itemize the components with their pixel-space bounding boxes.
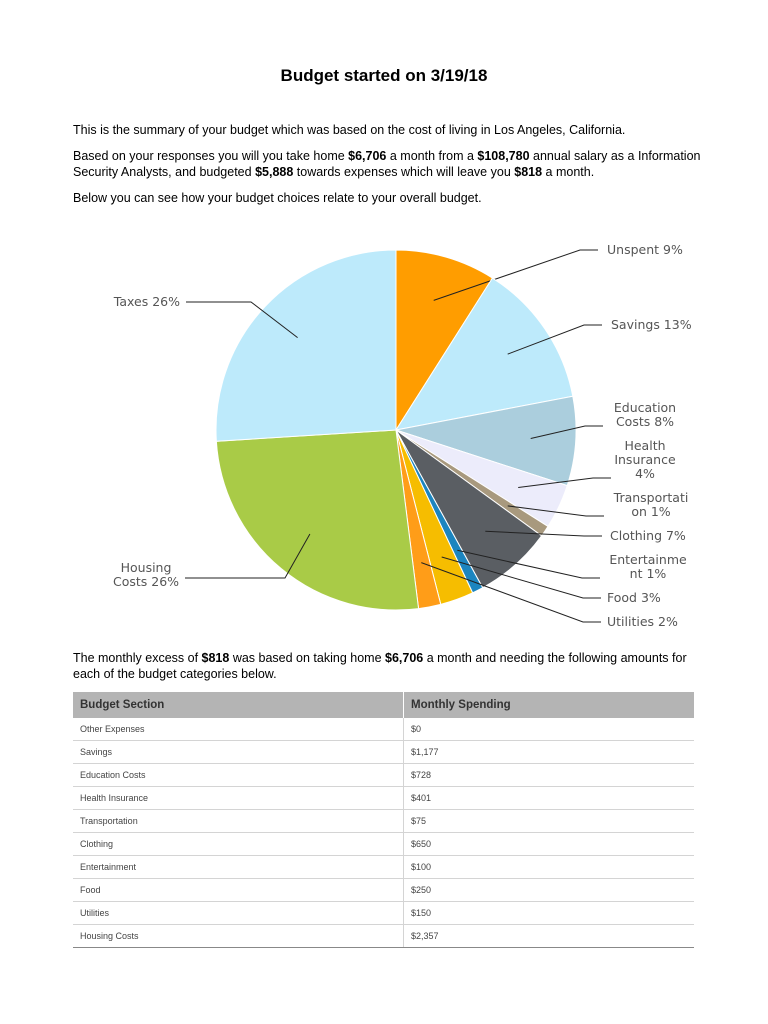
pie-slice-label: Utilities 2% xyxy=(607,614,678,629)
table-row xyxy=(73,810,694,833)
table-row xyxy=(73,902,694,925)
pie-slice-label: Taxes 26% xyxy=(113,294,180,309)
cell-section: Housing Costs xyxy=(73,925,404,948)
takehome-amount: $6,706 xyxy=(348,149,387,163)
table-row xyxy=(73,718,694,741)
page-title: Budget started on 3/19/18 xyxy=(280,66,488,85)
cell-amount: $401 xyxy=(404,787,695,810)
cell-section: Utilities xyxy=(73,902,404,925)
income-text: a month from a xyxy=(386,149,478,163)
pie-slice-label: Savings 13% xyxy=(611,317,692,332)
budgeted-amount: $5,888 xyxy=(255,165,294,179)
budget-table xyxy=(73,692,694,948)
cell-amount: $728 xyxy=(404,764,695,787)
cell-section: Transportation xyxy=(73,810,404,833)
pie-slice xyxy=(216,430,418,610)
table-row xyxy=(73,856,694,879)
pie-chart-svg xyxy=(0,225,768,645)
excess-amount: $818 xyxy=(201,651,230,665)
table-row xyxy=(73,833,694,856)
cell-section: Food xyxy=(73,879,404,902)
pie-slice-label: Entertainme nt 1% xyxy=(609,552,687,581)
pie-slice-label: Transportati on 1% xyxy=(613,490,689,519)
table-row xyxy=(73,741,694,764)
pie-slice xyxy=(216,250,396,441)
income-text: Based on your responses you will you take home xyxy=(73,149,349,163)
summary-text: The monthly excess of xyxy=(73,651,202,665)
cell-amount: $75 xyxy=(404,810,695,833)
table-row xyxy=(73,925,694,948)
pie-slice-label: Food 3% xyxy=(607,590,661,605)
summary-text: was based on taking home xyxy=(229,651,385,665)
cell-section: Health Insurance xyxy=(73,787,404,810)
income-paragraph xyxy=(73,148,713,180)
cell-section: Savings xyxy=(73,741,404,764)
cell-amount: $0 xyxy=(404,718,695,741)
cell-amount: $650 xyxy=(404,833,695,856)
cell-section: Entertainment xyxy=(73,856,404,879)
cell-section: Education Costs xyxy=(73,764,404,787)
table-row xyxy=(73,787,694,810)
table-header-row xyxy=(73,692,694,718)
table-row xyxy=(73,764,694,787)
cell-amount: $1,177 xyxy=(404,741,695,764)
pie-slice-label: Unspent 9% xyxy=(607,242,683,257)
income-text: annual salary as a Information Security Analysts, and budgeted xyxy=(73,149,701,179)
pie-slice-label: Clothing 7% xyxy=(610,528,686,543)
cell-amount: $150 xyxy=(404,902,695,925)
intro-paragraph: This is the summary of your budget which was based on the cost of living in Los Angeles, California. xyxy=(73,123,626,137)
cell-amount: $250 xyxy=(404,879,695,902)
header-budget-section: Budget Section xyxy=(73,692,404,718)
cell-section: Other Expenses xyxy=(73,718,404,741)
salary-amount: $108,780 xyxy=(477,149,530,163)
pie-slice-label: Housing Costs 26% xyxy=(112,560,180,589)
pie-slice-label: Health Insurance 4% xyxy=(614,438,676,481)
summary-paragraph xyxy=(73,650,713,682)
chart-intro-paragraph: Below you can see how your budget choices relate to your overall budget. xyxy=(73,191,482,205)
leftover-amount: $818 xyxy=(514,165,543,179)
pie-slice-label: Education Costs 8% xyxy=(613,400,677,429)
summary-text: a month and needing the following amounts for each of the budget categories below. xyxy=(73,651,687,681)
budget-pie-chart xyxy=(0,225,768,645)
cell-section: Clothing xyxy=(73,833,404,856)
cell-amount: $100 xyxy=(404,856,695,879)
table-row xyxy=(73,879,694,902)
summary-takehome-amount: $6,706 xyxy=(385,651,424,665)
cell-amount: $2,357 xyxy=(404,925,695,948)
header-monthly-spending: Monthly Spending xyxy=(404,692,695,718)
income-text: towards expenses which will leave you xyxy=(293,165,515,179)
income-text: a month. xyxy=(542,165,595,179)
